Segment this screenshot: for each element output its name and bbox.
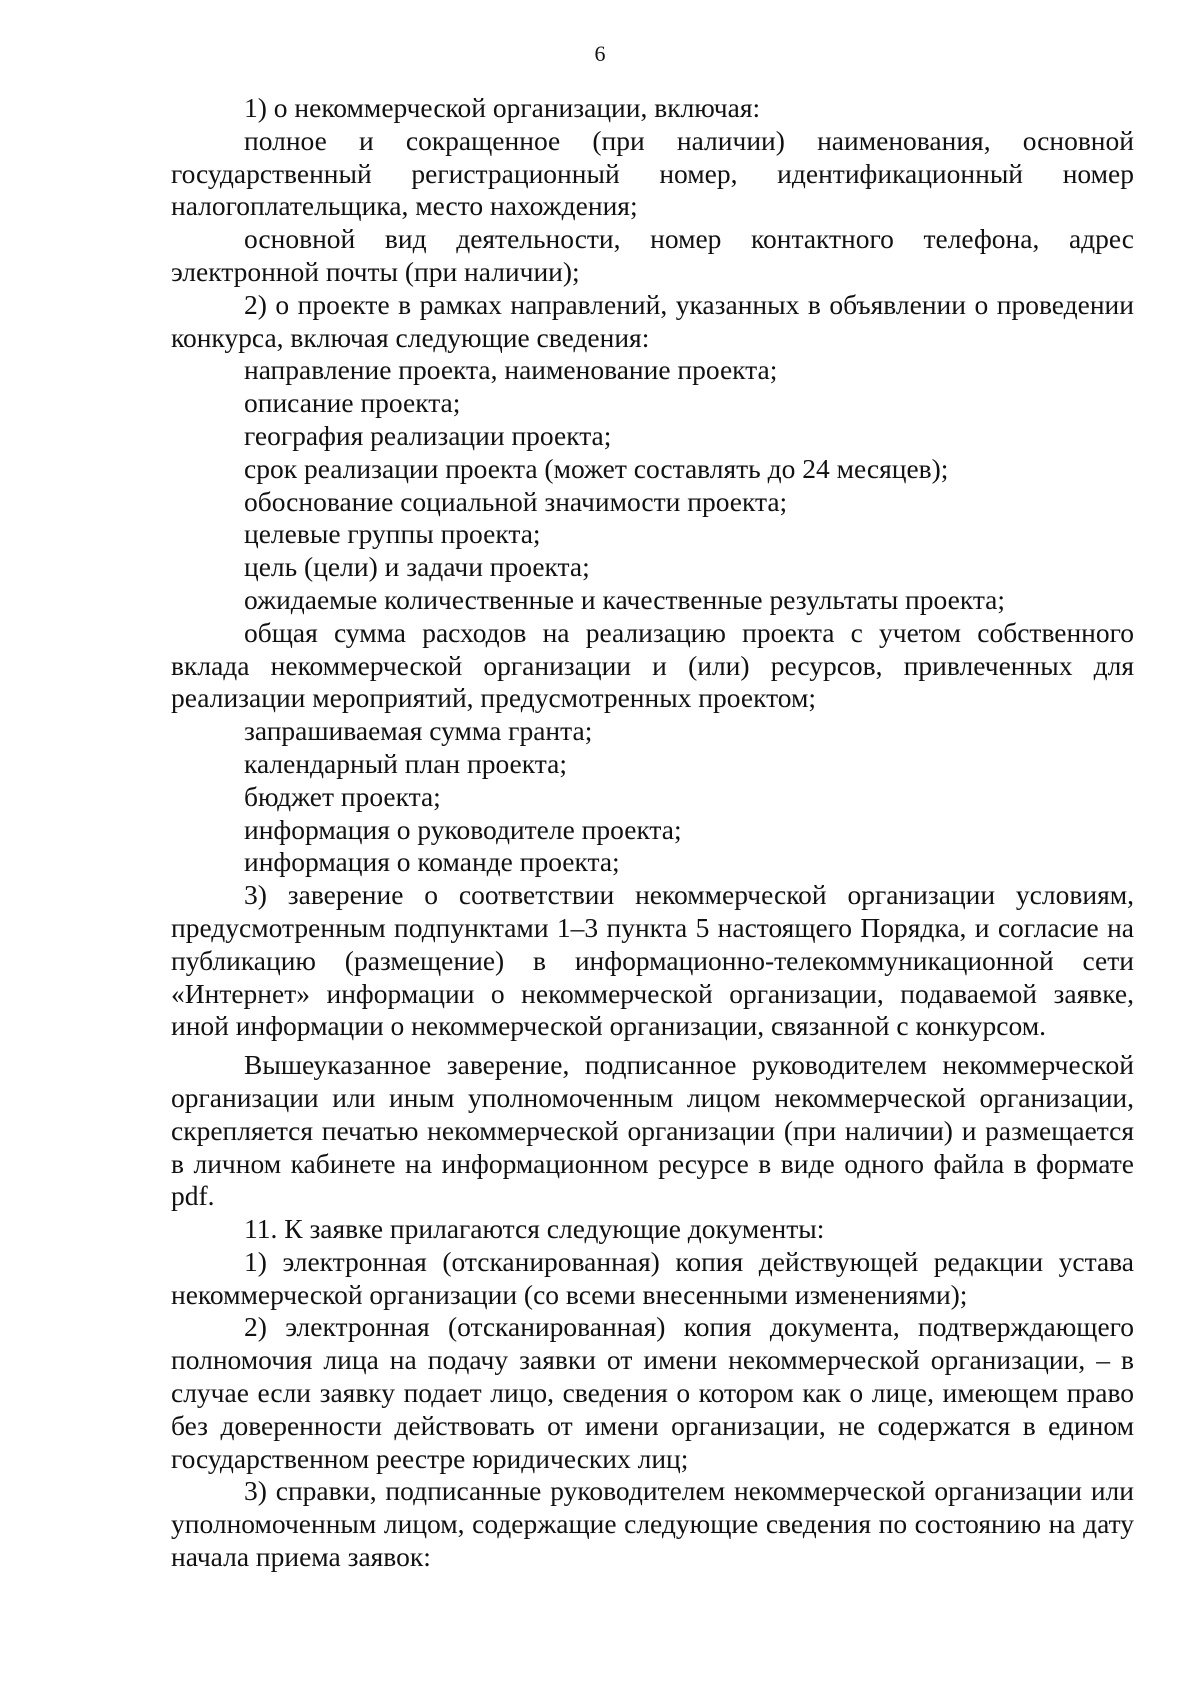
section-heading: 11. К заявке прилагаются следующие документы: <box>244 1213 825 1245</box>
paragraph: полное и сокращенное (при наличии) наименования, основной государственный регистрационный номер, идентификационный номер налогоплательщика, место нахождения; <box>171 124 1134 222</box>
list-item: целевые группы проекта; <box>244 518 541 550</box>
paragraph: 1) о некоммерческой организации, включая: <box>244 92 761 123</box>
page-number: 6 <box>594 41 606 66</box>
paragraph: 2) электронная (отсканированная) копия документа, подтверждающего полномочия лица на подачу заявки от имени некоммерческой организации, – в случае если заявку подает лицо, сведения о котором как о лице, имеющем право без доверенности действовать от имени организации, не содержатся в едином государственном реестре юридических лиц; <box>171 1311 1134 1474</box>
list-item: география реализации проекта; <box>244 419 612 451</box>
list-item: направление проекта, наименование проекта; <box>244 354 778 386</box>
paragraph: общая сумма расходов на реализацию проекта с учетом собственного вклада некоммерческой организации и (или) ресурсов, привлеченных для реализации мероприятий, предусмотренных проектом; <box>171 616 1134 714</box>
list-item: запрашиваемая сумма гранта; <box>244 715 593 747</box>
list-item: цель (цели) и задачи проекта; <box>244 551 590 583</box>
list-item: срок реализации проекта (может составлять до 24 месяцев); <box>244 452 949 484</box>
paragraph: 2) о проекте в рамках направлений, указанных в объявлении о проведении конкурса, включая следующие сведения: <box>171 288 1134 353</box>
list-item: бюджет проекта; <box>244 780 441 812</box>
paragraph: 1) электронная (отсканированная) копия действующей редакции устава некоммерческой организации (со всеми внесенными изменениями); <box>171 1245 1134 1310</box>
paragraph: основной вид деятельности, номер контактного телефона, адрес электронной почты (при наличии); <box>171 223 1134 287</box>
list-item: обоснование социальной значимости проекта; <box>244 485 788 517</box>
paragraph: Вышеуказанное заверение, подписанное руководителем некоммерческой организации или иным уполномоченным лицом некоммерческой организации, скрепляется печатью некоммерческой организации (при наличии) и размещается в личном кабинете на информационном ресурсе в виде одного файла в формате pdf. <box>171 1049 1134 1212</box>
list-item: информация о руководителе проекта; <box>244 813 682 845</box>
list-item: описание проекта; <box>244 387 461 419</box>
paragraph: 3) справки, подписанные руководителем некоммерческой организации или уполномоченным лицом, содержащие следующие сведения по состоянию на дату начала приема заявок: <box>171 1475 1134 1573</box>
list-item: календарный план проекта; <box>244 747 567 779</box>
list-item: информация о команде проекта; <box>244 846 620 878</box>
list-item: ожидаемые количественные и качественные результаты проекта; <box>244 583 1006 615</box>
paragraph: 3) заверение о соответствии некоммерческой организации условиям, предусмотренным подпунктами 1–3 пункта 5 настоящего Порядка, и согласие на публикацию (размещение) в информационно-телекоммуникационной сети «Интернет» информации о некоммерческой организации, подаваемой заявке, иной информации о некоммерческой организации, связанной с конкурсом. <box>171 879 1134 1042</box>
document-body <box>171 92 1134 1574</box>
